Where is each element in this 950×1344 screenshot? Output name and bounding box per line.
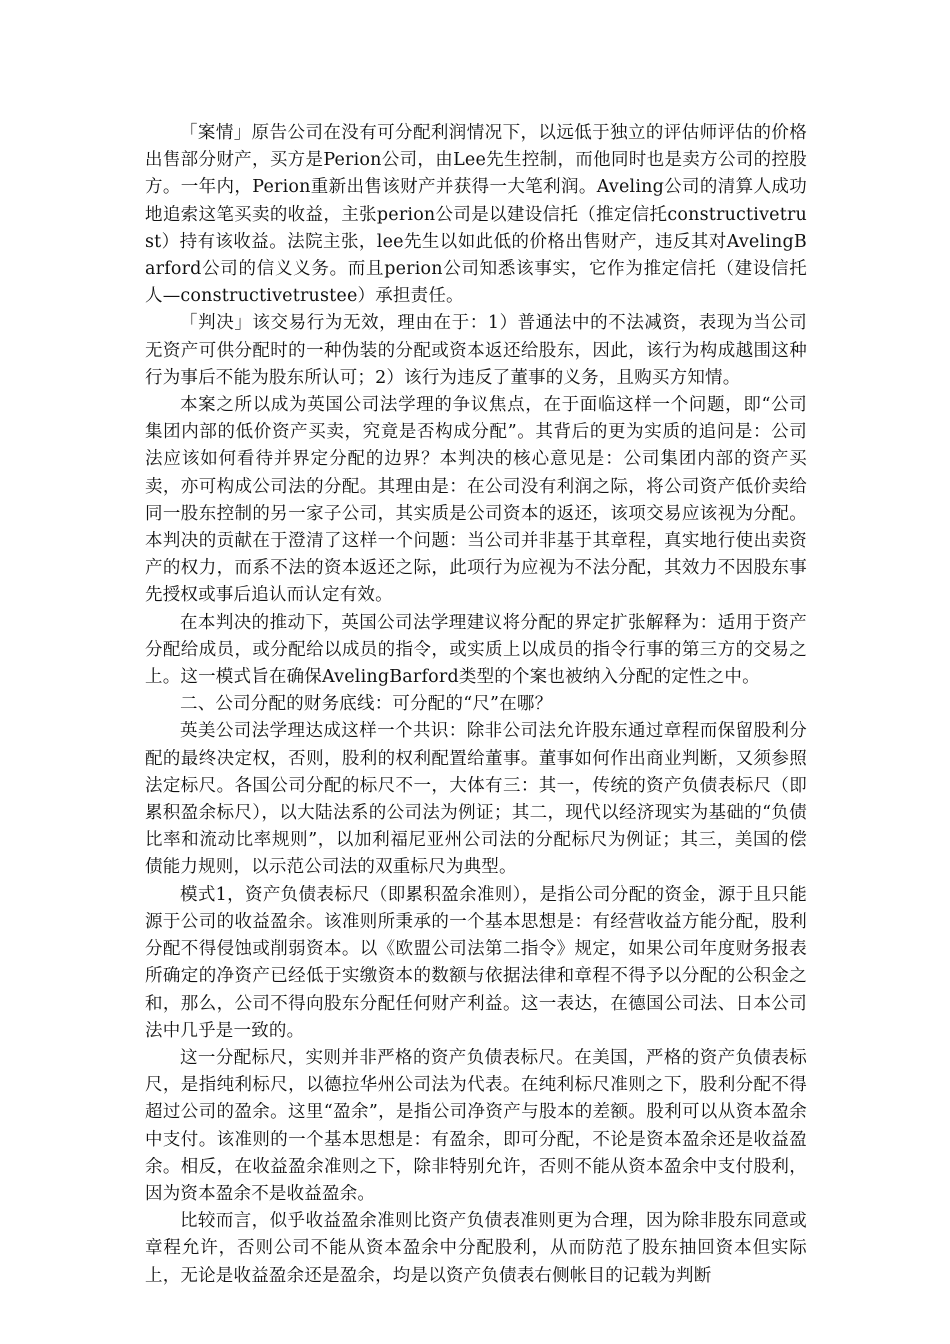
- judgment-paragraph: 「判决」该交易行为无效，理由在于：1）普通法中的不法减资，表现为当公司无资产可供分配时的一种伪装的分配或资本返还给股东，因此，该行为构成越围这种行为事后不能为股东所认可；2）该行为违反了董事的义务，且购买方知情。: [145, 313, 807, 388]
- comparison-paragraph: 比较而言，似乎收益盈余准则比资产负债表准则更为合理，因为除非股东同意或章程允许，否则公司不能从资本盈余中分配股利，从而防范了股东抽回资本但实际上，无论是收益盈余还是盈余，均是以资产负债表右侧帐目的记载为判断: [145, 1211, 807, 1286]
- uk-doctrine-paragraph: 在本判决的推动下，英国公司法学理建议将分配的界定扩张解释为：适用于资产分配给成员，或分配给以成员的指令，或实质上以成员的指令行事的第三方的交易之上。这一模式旨在确保AvelingBarford类型的个案也被纳入分配的定性之中。: [145, 612, 807, 688]
- analysis-paragraph: 本案之所以成为英国公司法学理的争议焦点，在于面临这样一个问题，即“公司集团内部的低价资产买卖，究竟是否构成分配”。其背后的更为实质的追问是：公司法应该如何看待并界定分配的边界？本判决的核心意见是：公司集团内部的资产买卖，亦可构成公司法的分配。其理由是：在公司没有利润之际，将公司资产低价卖给同一股东控制的另一家子公司，其实质是公司资本的返还，该项交易应该视为分配。本判决的贡献在于澄清了这样一个问题：当公司并非基于其章程，真实地行使出卖资产的权力，而系不法的资本返还之际，此项行为应视为不法分配，其效力不因股东事先授权或事后追认而认定有效。: [145, 395, 807, 606]
- section-heading: 二、公司分配的财务底线：可分配的“尺”在哪？: [180, 694, 553, 715]
- model-one-paragraph: 模式1，资产负债表标尺（即累积盈余准则），是指公司分配的资金，源于且只能源于公司的收益盈余。该准则所秉承的一个基本思想是：有经营收益方能分配，股利分配不得侵蚀或削弱资本。以《欧盟公司法第二指令》规定，如果公司年度财务报表所确定的净资产已经低于实缴资本的数额与依据法律和章程不得予以分配的公积金之和，那么，公司不得向股东分配任何财产利益。这一表达，在德国公司法、日本公司法中几乎是一致的。: [145, 884, 807, 1041]
- document-page: [145, 120, 807, 1290]
- consensus-paragraph: 英美公司法学理达成这样一个共识：除非公司法允许股东通过章程而保留股利分配的最终决定权，否则，股利的权利配置给董事。董事如何作出商业判断，又须参照法定标尺。各国公司分配的标尺不一，大体有三：其一，传统的资产负债表标尺（即累积盈余标尺），以大陆法系的公司法为例证；其二，现代以经济现实为基础的“负债比率和流动比率规则”，以加利福尼亚州公司法的分配标尺为例证；其三，美国的偿债能力规则，以示范公司法的双重标尺为典型。: [145, 721, 807, 878]
- net-profit-paragraph: 这一分配标尺，实则并非严格的资产负债表标尺。在美国，严格的资产负债表标尺，是指纯利标尺，以德拉华州公司法为代表。在纯利标尺准则之下，股利分配不得超过公司的盈余。这里“盈余”，是指公司净资产与股本的差额。股利可以从资本盈余中支付。该准则的一个基本思想是：有盈余，即可分配，不论是资本盈余还是收益盈余。相反，在收益盈余准则之下，除非特别允许，否则不能从资本盈余中支付股利，因为资本盈余不是收益盈余。: [145, 1047, 807, 1204]
- case-facts-paragraph: 「案情」原告公司在没有可分配利润情况下，以远低于独立的评估师评估的价格出售部分财产，买方是Perion公司，由Lee先生控制，而他同时也是卖方公司的控股方。一年内，Perion重新出售该财产并获得一大笔利润。Aveling公司的清算人成功地追索这笔买卖的收益，主张perion公司是以建设信托（推定信托constructivetrust）持有该收益。法院主张，lee先生以如此低的价格出售财产，违反其对AvelingBarford公司的信义义务。而且perion公司知悉该事实，它作为推定信托（建设信托人—constructivetrustee）承担责任。: [145, 123, 807, 307]
